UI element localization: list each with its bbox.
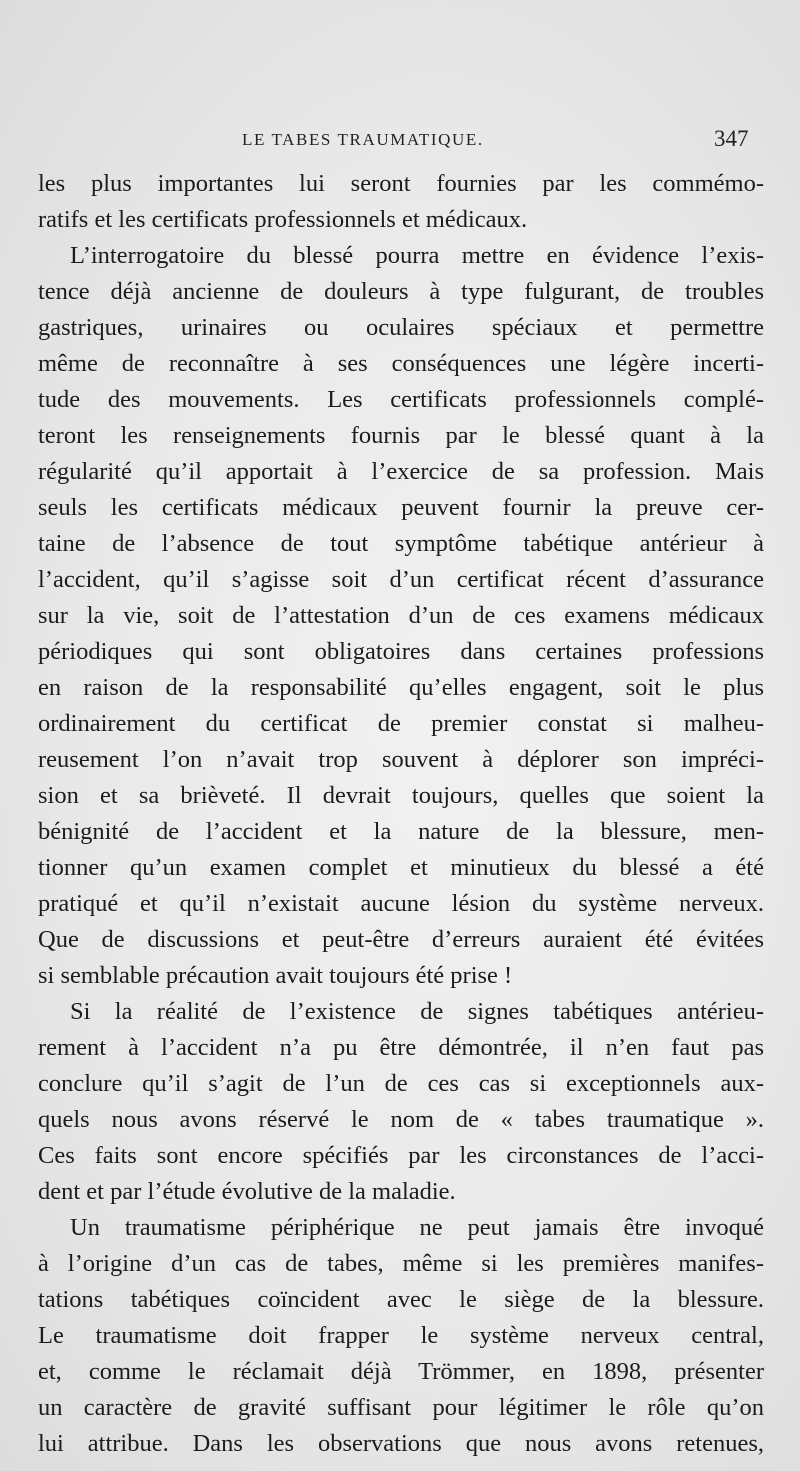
- text-line: ratifs et les certificats professionnels et médicaux.: [38, 206, 528, 233]
- text-line: sion et sa brièveté. Il devrait toujours, quelles que soient la: [38, 782, 764, 809]
- text-line: Que de discussions et peut-être d’erreurs auraient été évitées: [38, 926, 764, 953]
- text-line: rement à l’accident n’a pu être démontrée, il n’en faut pas: [38, 1034, 764, 1061]
- text-line: tence déjà ancienne de douleurs à type fulgurant, de troubles: [38, 278, 764, 305]
- text-line: quels nous avons réservé le nom de « tabes traumatique ».: [38, 1106, 764, 1133]
- text-line: à l’origine d’un cas de tabes, même si les premières manifes-: [38, 1250, 764, 1277]
- text-line: tude des mouvements. Les certificats professionnels complé-: [38, 386, 764, 413]
- text-line: sur la vie, soit de l’attestation d’un de ces examens médicaux: [38, 602, 764, 629]
- text-line: tations tabétiques coïncident avec le siège de la blessure.: [38, 1286, 764, 1313]
- text-line: conclure qu’il s’agit de l’un de ces cas si exceptionnels aux-: [38, 1070, 764, 1097]
- text-line: seuls les certificats médicaux peuvent fournir la preuve cer-: [38, 494, 764, 521]
- text-line: ordinairement du certificat de premier constat si malheu-: [38, 710, 764, 737]
- text-line: taine de l’absence de tout symptôme tabétique antérieur à: [38, 530, 764, 557]
- text-line: les plus importantes lui seront fournies par les commémo-: [38, 170, 764, 197]
- text-line: Si la réalité de l’existence de signes tabétiques antérieu-: [70, 998, 764, 1025]
- text-line: un caractère de gravité suffisant pour légitimer le rôle qu’on: [38, 1394, 764, 1421]
- text-line: Un traumatisme périphérique ne peut jamais être invoqué: [70, 1214, 764, 1241]
- text-line: l’accident, qu’il s’agisse soit d’un certificat récent d’assurance: [38, 566, 764, 593]
- text-line: reusement l’on n’avait trop souvent à déplorer son impréci-: [38, 746, 764, 773]
- text-line: lui attribue. Dans les observations que nous avons retenues,: [38, 1430, 764, 1457]
- body-text: [38, 166, 764, 1462]
- text-line: Le traumatisme doit frapper le système nerveux central,: [38, 1322, 764, 1349]
- text-line: et, comme le réclamait déjà Trömmer, en 1898, présenter: [38, 1358, 764, 1385]
- text-line: bénignité de l’accident et la nature de la blessure, men-: [38, 818, 764, 845]
- page-number: 347: [714, 126, 749, 151]
- text-line: régularité qu’il apportait à l’exercice de sa profession. Mais: [38, 458, 764, 485]
- text-line: en raison de la responsabilité qu’elles engagent, soit le plus: [38, 674, 764, 701]
- text-line: teront les renseignements fournis par le blessé quant à la: [38, 422, 764, 449]
- text-line: dent et par l’étude évolutive de la maladie.: [38, 1178, 456, 1205]
- text-line: L’interrogatoire du blessé pourra mettre en évidence l’exis-: [70, 242, 764, 269]
- text-line: périodiques qui sont obligatoires dans certaines professions: [38, 638, 764, 665]
- text-line: Ces faits sont encore spécifiés par les circonstances de l’acci-: [38, 1142, 764, 1169]
- running-title: LE TABES TRAUMATIQUE.: [242, 130, 484, 149]
- text-line: si semblable précaution avait toujours été prise !: [38, 962, 513, 989]
- text-line: même de reconnaître à ses conséquences une légère incerti-: [38, 350, 764, 377]
- text-line: tionner qu’un examen complet et minutieux du blessé a été: [38, 854, 764, 881]
- text-line: gastriques, urinaires ou oculaires spéciaux et permettre: [38, 314, 764, 341]
- text-line: pratiqué et qu’il n’existait aucune lésion du système nerveux.: [38, 890, 764, 917]
- page-header: [0, 128, 800, 156]
